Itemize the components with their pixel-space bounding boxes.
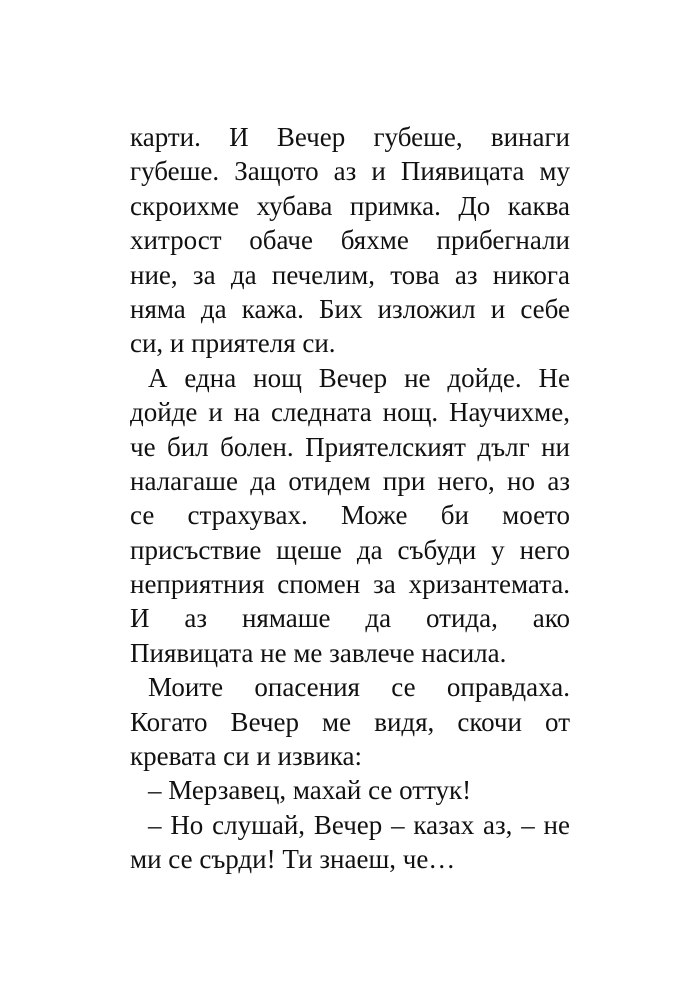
- text-line: Моите опасения се оправдаха.: [148, 672, 570, 703]
- text-line: скроихме хубава примка. До каква: [130, 190, 570, 221]
- text-line: кревата си и извика:: [130, 741, 363, 772]
- text-line: няма да кажа. Бих изложил и себе: [130, 293, 570, 324]
- text-line: – Но слушай, Вечер – казах аз, – не: [148, 809, 570, 840]
- text-line: ние, за да печелим, това аз никога: [130, 259, 570, 290]
- text-line: ми се сърди! Ти знаеш, че…: [130, 844, 456, 875]
- text-line: И аз нямаше да отида, ако: [130, 603, 570, 634]
- text-line: карти. И Вечер губеше, винаги: [130, 122, 570, 152]
- text-line: дойде и на следната нощ. Научихме,: [130, 397, 570, 428]
- text-line: си, и приятеля си.: [130, 328, 336, 359]
- page-text: [130, 120, 570, 877]
- text-line: – Мерзавец, махай се оттук!: [148, 775, 472, 806]
- text-line: налагаше да отидем при него, но аз: [130, 465, 570, 496]
- text-line: хитрост обаче бяхме прибегнали: [130, 225, 570, 256]
- text-line: Когато Вечер ме видя, скочи от: [130, 706, 570, 737]
- text-line: присъствие щеше да събуди у него: [130, 534, 570, 565]
- text-line: Пиявицата не ме завлече насила.: [130, 637, 507, 668]
- text-line: неприятния спомен за хризантемата.: [130, 569, 570, 600]
- text-line: че бил болен. Приятелският дълг ни: [130, 431, 570, 462]
- text-line: се страхувах. Може би моето: [130, 500, 570, 531]
- text-line: А една нощ Вечер не дойде. Не: [148, 362, 570, 393]
- text-line: губеше. Защото аз и Пиявицата му: [130, 156, 570, 187]
